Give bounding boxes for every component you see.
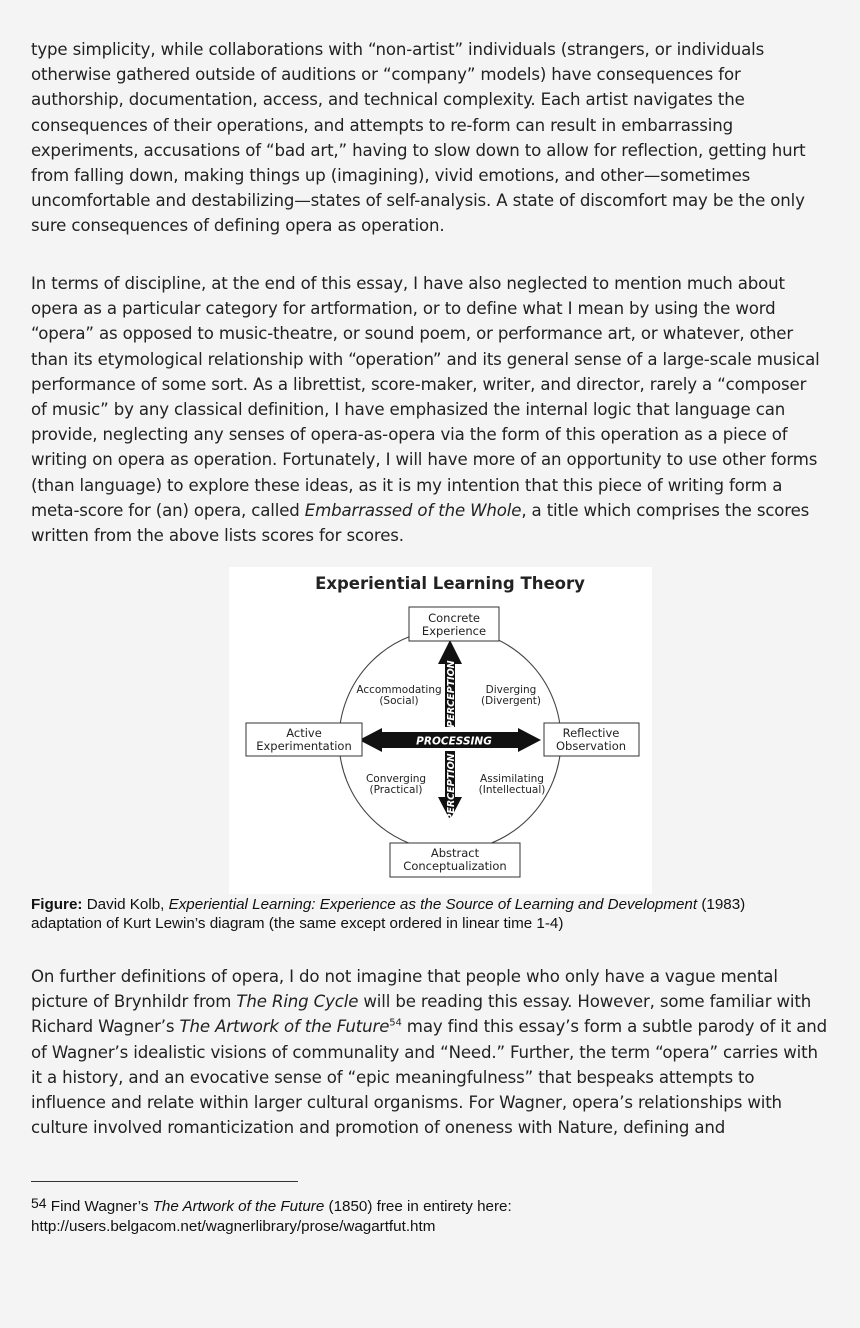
diverging-label: Diverging (485, 684, 537, 696)
text-line: performance of some sort. As a librettist, score-maker, writer, and director, rarely a “composer (31, 374, 807, 394)
body-paragraph-1 (31, 37, 837, 239)
accommodating-label: Accommodating (356, 684, 442, 696)
text-line (31, 498, 837, 523)
body-paragraph-2 (31, 271, 837, 548)
text-line (31, 1014, 837, 1039)
experiential-learning-figure (229, 567, 652, 894)
work-title: Embarrassed of the Whole (304, 500, 522, 520)
assimilating-label: (Intellectual) (478, 784, 546, 796)
text-line: “opera” as opposed to music-theatre, or sound poem, or performance art, or whatever, other (31, 324, 794, 344)
text-line: experiments, accusations of “bad art,” having to slow down to allow for reflection, getting hurt (31, 140, 806, 160)
perception-label-bottom: PERCEPTION (446, 753, 457, 821)
text-line (31, 989, 837, 1014)
text-segment: Richard Wagner’s (31, 1017, 180, 1037)
footnote-divider (31, 1181, 298, 1182)
text-line: written from the above lists scores for scores. (31, 526, 404, 546)
text-line: authorship, documentation, access, and technical complexity. Each artist navigates the (31, 90, 745, 110)
text-line: In terms of discipline, at the end of this essay, I have also neglected to mention much about (31, 274, 785, 293)
learning-cycle-diagram (229, 567, 652, 894)
footnote-text: Find Wagner’s (46, 1198, 153, 1215)
caption-line: adaptation of Kurt Lewin’s diagram (the same except ordered in linear time 1-4) (31, 915, 564, 932)
accommodating-label: (Social) (379, 695, 419, 707)
text-line: otherwise gathered outside of auditions or “company” models) have consequences for (31, 65, 741, 85)
text-line: consequences of their operations, and attempts to re-form can result in embarrassing (31, 115, 733, 135)
caption-line (31, 895, 837, 914)
text-line: of music” by any classical definition, I have emphasized the internal logic that language can (31, 400, 786, 420)
work-title: The Artwork of the Future (179, 1017, 390, 1037)
text-line: provide, neglecting any senses of opera-as-opera via the form of this operation as a piece of (31, 425, 788, 445)
text-line: of Wagner’s idealistic visions of communality and “Need.” Further, the term “opera” carries with (31, 1042, 818, 1062)
text-line: culture involved romanticization and promotion of oneness with Nature, defining and (31, 1118, 726, 1138)
caption-label: Figure: (31, 896, 83, 913)
text-line: than its etymological relationship with “operation” and its general sense of a large-scale musical (31, 349, 820, 369)
footnote (31, 1193, 837, 1237)
text-line: type simplicity, while collaborations with “non-artist” individuals (strangers, or individuals (31, 40, 765, 59)
abstract-conceptualization-label: Conceptualization (403, 859, 507, 873)
reflective-observation-label: Observation (555, 739, 627, 753)
caption-year: (1983) (697, 896, 746, 913)
footnote-text: (1850) free in entirety here: (324, 1198, 512, 1215)
footnote-number: 54 (31, 1195, 47, 1211)
text-line: from falling down, making things up (imagining), vivid emotions, and other—sometimes (31, 166, 751, 186)
footnote-work-title: The Artwork of the Future (152, 1198, 325, 1215)
figure-title: Experiential Learning Theory (315, 574, 585, 593)
text-segment: may find this essay’s form a subtle parody of it and (401, 1017, 827, 1037)
footnote-line (31, 1193, 837, 1217)
concrete-experience-label: Experience (421, 624, 487, 638)
text-line: uncomfortable and destabilizing—states of self-analysis. A state of discomfort may be the only (31, 191, 805, 211)
text-line: (than language) to explore these ideas, as it is my intention that this piece of writing form a (31, 475, 783, 495)
converging-label: Converging (365, 773, 427, 785)
text-line: opera as a particular category for artformation, or to define what I mean by using the word (31, 299, 776, 319)
concrete-experience-label: Concrete (428, 611, 480, 625)
active-experimentation-label: Experimentation (256, 739, 352, 753)
active-experimentation-label: Active (286, 726, 322, 740)
text-line: it a history, and an evocative sense of “epic meaningfulness” that bespeaks attempts to (31, 1067, 755, 1087)
diverging-label: (Divergent) (481, 695, 541, 707)
perception-label-top: PERCEPTION (446, 660, 457, 728)
caption-book-title: Experiential Learning: Experience as the Source of Learning and Development (168, 896, 698, 913)
reflective-observation-label: Reflective (562, 726, 620, 740)
body-paragraph-3 (31, 964, 837, 1140)
text-segment: will be reading this essay. However, some familiar with (358, 992, 812, 1012)
assimilating-label: Assimilating (480, 773, 544, 785)
abstract-conceptualization-label: Abstract (430, 846, 480, 860)
text-line: writing on opera as operation. Fortunately, I will have more of an opportunity to use other forms (31, 450, 818, 470)
processing-label: PROCESSING (416, 735, 492, 748)
text-segment: meta-score for (an) opera, called (31, 500, 305, 520)
figure-caption (31, 895, 837, 933)
work-title: The Ring Cycle (236, 992, 359, 1012)
footnote-url[interactable]: http://users.belgacom.net/wagnerlibrary/prose/wagartfut.htm (31, 1218, 436, 1235)
text-line: On further definitions of opera, I do not imagine that people who only have a vague mental (31, 967, 778, 986)
footnote-reference[interactable]: 54 (389, 1017, 402, 1029)
text-segment: , a title which comprises the scores (521, 500, 810, 520)
text-line: sure consequences of defining opera as operation. (31, 216, 445, 236)
text-segment: picture of Brynhildr from (31, 992, 237, 1012)
caption-author: David Kolb, (82, 896, 169, 913)
converging-label: (Practical) (369, 784, 423, 796)
text-line: influence and relate within larger cultural organisms. For Wagner, opera’s relationships with (31, 1093, 782, 1113)
